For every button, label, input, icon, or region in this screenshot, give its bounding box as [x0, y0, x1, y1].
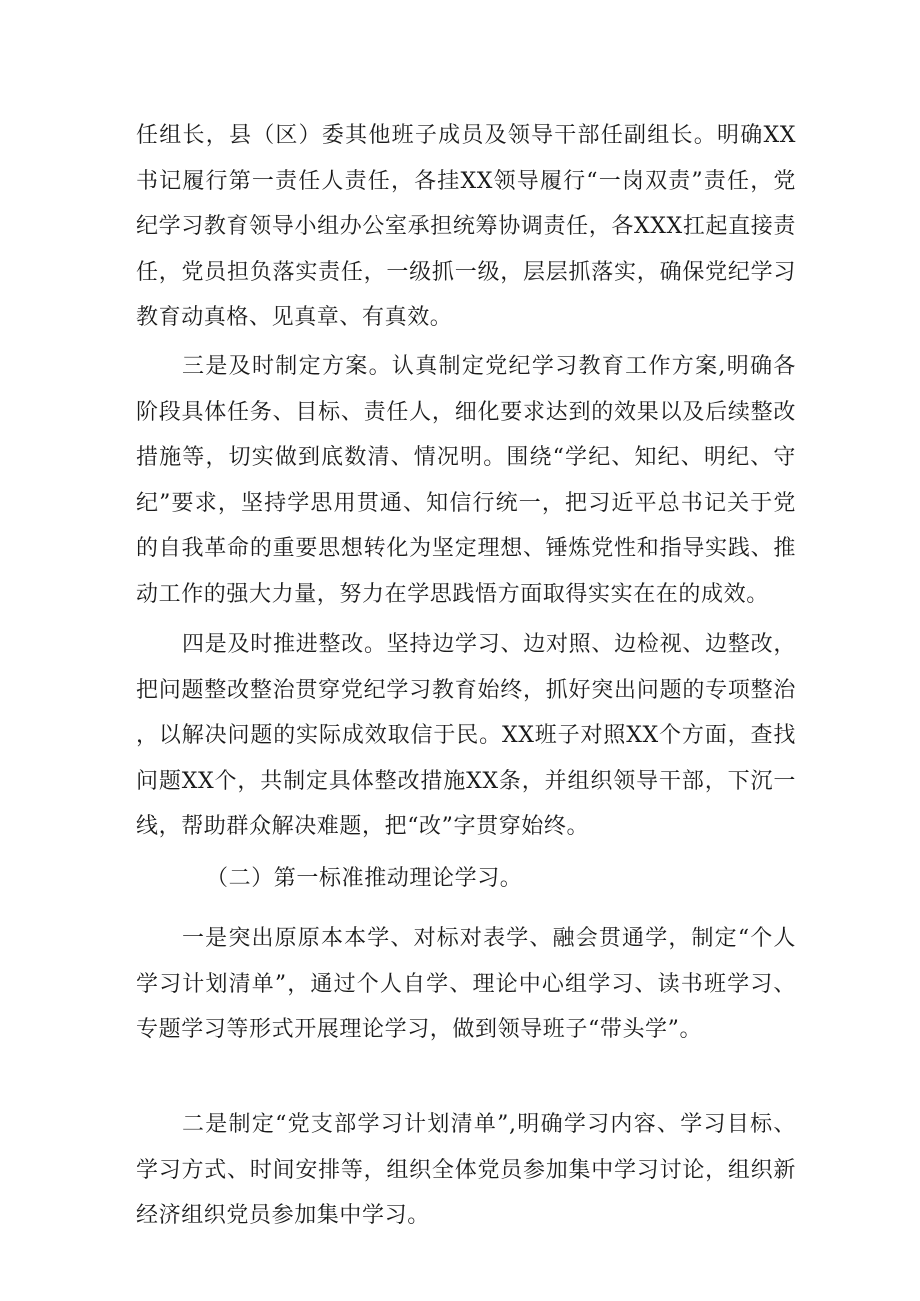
paragraph-branch-study-list: 二是制定“党支部学习计划清单”,明确学习内容、学习目标、学习方式、时间安排等，组织全体党员参加集中学习讨论，组织新经济组织党员参加集中学习。	[136, 1112, 796, 1229]
paragraph-personal-study-list: 一是突出原原本本学、对标对表学、融会贯通学，制定“个人学习计划清单”，通过个人自学、理论中心组学习、读书班学习、专题学习等形式开展理论学习，做到领导班子“带头学”。	[136, 926, 796, 1043]
paragraph-rectification: 四是及时推进整改。坚持边学习、边对照、边检视、边整改，把问题整改整治贯穿党纪学习教育始终，抓好突出问题的专项整治，以解决问题的实际成效取信于民。XX班子对照XX个方面，查找问题XX个，共制定具体整改措施XX条，并组织领导干部，下沉一线，帮助群众解决难题，把“改”字贯穿始终。	[136, 632, 796, 840]
paragraph-plan-formulation: 三是及时制定方案。认真制定党纪学习教育工作方案,明确各阶段具体任务、目标、责任人，细化要求达到的效果以及后续整改措施等，切实做到底数清、情况明。围绕“学纪、知纪、明纪、守纪”要求，坚持学思用贯通、知信行统一，把习近平总书记关于党的自我革命的重要思想转化为坚定理想、锤炼党性和指导实践、推动工作的强大力量，努力在学思践悟方面取得实实在在的成效。	[136, 354, 796, 607]
section-heading-theory-study: （二）第一标准推动理论学习。	[206, 866, 523, 891]
paragraph-leadership-responsibility: 任组长，县（区）委其他班子成员及领导干部任副组长。明确XX书记履行第一责任人责任，各挂XX领导履行“一岗双责”责任，党纪学习教育领导小组办公室承担统筹协调责任，各XXX扛起直接责任，党员担负落实责任，一级抓一级，层层抓落实，确保党纪学习教育动真格、见真章、有真效。	[136, 123, 796, 331]
